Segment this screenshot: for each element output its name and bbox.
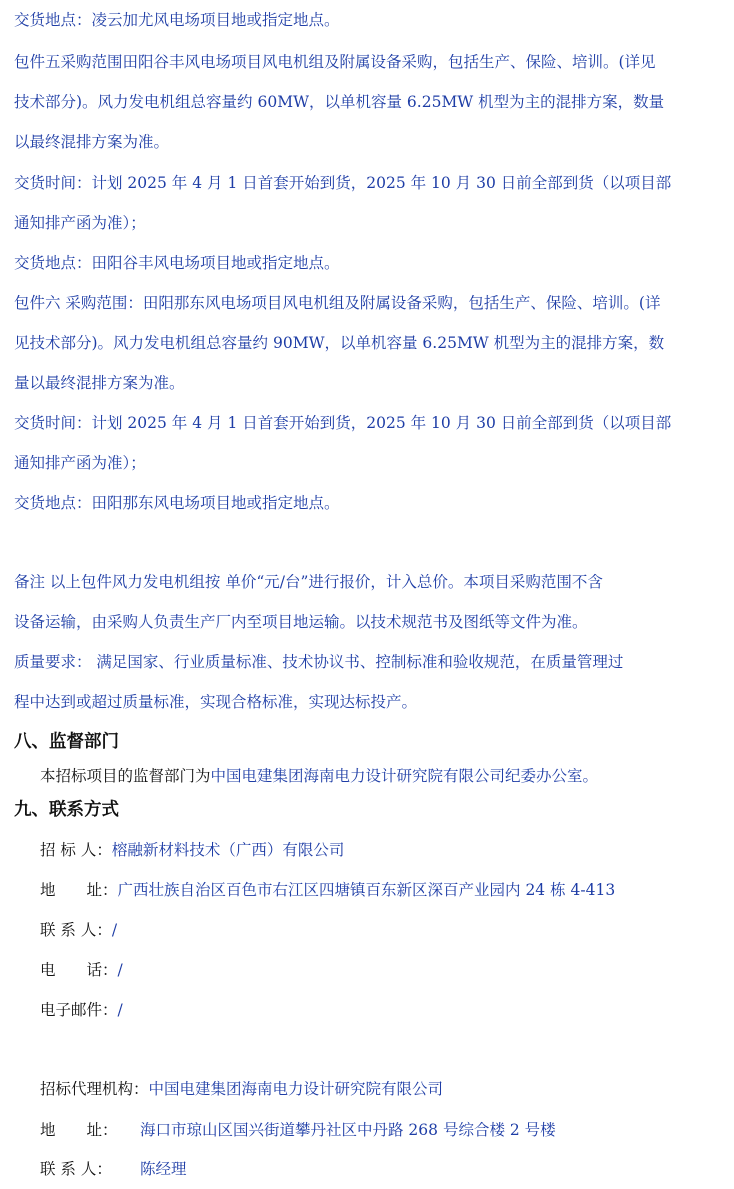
- phone-label: 电 话：: [40, 961, 118, 979]
- package5-scope-line: 包件五采购范围田阳谷丰风电场项目风电机组及附属设备采购，包括生产、保险、培训。(详见: [14, 53, 656, 71]
- package6-scope-line: 包件六 采购范围：田阳那东风电场项目风电机组及附属设备采购，包括生产、保险、培训。(详: [14, 294, 661, 312]
- package6-delivery-time-line: 交货时间：计划 2025 年 4 月 1 日首套开始到货，2025 年 10 月 30 日前全部到货（以项目部: [14, 414, 672, 432]
- section8-supervisor-name: 中国电建集团海南电力设计研究院有限公司纪委办公室。: [210, 767, 599, 785]
- contact-value: /: [111, 921, 118, 939]
- package5-delivery-time-line: 通知排产函为准）；: [14, 214, 146, 232]
- package5-scope-line: 以最终混排方案为准。: [14, 133, 170, 151]
- contact-row: [40, 910, 734, 950]
- address-label: 地 址：: [40, 881, 118, 899]
- package5-scope-line: 技术部分)。风力发电机组总容量约 60MW，以单机容量 6.25MW 机型为主的混排方案，数量: [14, 93, 665, 111]
- section8-body: [40, 756, 734, 796]
- agency-contact-label: 联 系 人：: [40, 1160, 112, 1178]
- section9-heading: 九、联系方式: [14, 800, 119, 820]
- agency-contact-row: [40, 1149, 734, 1189]
- section8-heading: 八、监督部门: [14, 732, 119, 752]
- address-row: [40, 870, 734, 910]
- email-row: [40, 990, 734, 1030]
- remarks-line: 备注 以上包件风力发电机组按 单价“元/台”进行报价，计入总价。本项目采购范围不含: [14, 573, 603, 591]
- package5-delivery-time-line: 交货时间：计划 2025 年 4 月 1 日首套开始到货，2025 年 10 月 30 日前全部到货（以项目部: [14, 174, 672, 192]
- package6-scope-line: 量以最终混排方案为准。: [14, 374, 185, 392]
- delivery-location-line: 交货地点：凌云加尤风电场项目地或指定地点。: [14, 11, 340, 29]
- quality-requirement-line: 程中达到或超过质量标准，实现合格标准，实现达标投产。: [14, 693, 418, 711]
- section8-body-prefix: 本招标项目的监督部门为: [40, 767, 211, 785]
- email-value: /: [117, 1001, 123, 1019]
- email-label: 电子邮件：: [40, 1001, 118, 1019]
- agency-label: 招标代理机构：: [40, 1080, 149, 1098]
- agency-contact-value: 陈经理: [140, 1160, 187, 1178]
- phone-value: /: [117, 961, 123, 979]
- agency-value: 中国电建集团海南电力设计研究院有限公司: [148, 1080, 444, 1098]
- tenderer-value: 榕融新材料技术（广西）有限公司: [111, 841, 345, 859]
- quality-requirement-line: 质量要求： 满足国家、行业质量标准、技术协议书、控制标准和验收规范，在质量管理过: [14, 653, 624, 671]
- phone-row: [40, 950, 734, 990]
- tenderer-label: 招 标 人：: [40, 841, 112, 859]
- package6-scope-line: 见技术部分)。风力发电机组总容量约 90MW，以单机容量 6.25MW 机型为主的混排方案，数: [14, 334, 665, 352]
- agency-address-value: 海口市琼山区国兴街道攀丹社区中丹路 268 号综合楼 2 号楼: [140, 1121, 556, 1139]
- address-value: 广西壮族自治区百色市右江区四塘镇百东新区深百产业园内 24 栋 4-413: [117, 881, 616, 899]
- agency-address-label: 地 址：: [40, 1121, 118, 1139]
- remarks-line: 设备运输，由采购人负责生产厂内至项目地运输。以技术规范书及图纸等文件为准。: [14, 613, 588, 631]
- tenderer-row: [40, 830, 734, 870]
- package6-delivery-time-line: 通知排产函为准）；: [14, 454, 146, 472]
- package5-delivery-location-line: 交货地点：田阳谷丰风电场项目地或指定地点。: [14, 254, 340, 272]
- package6-delivery-location-line: 交货地点：田阳那东风电场项目地或指定地点。: [14, 494, 340, 512]
- contact-label: 联 系 人：: [40, 921, 112, 939]
- agency-row: [40, 1069, 734, 1109]
- agency-address-row: [40, 1110, 734, 1150]
